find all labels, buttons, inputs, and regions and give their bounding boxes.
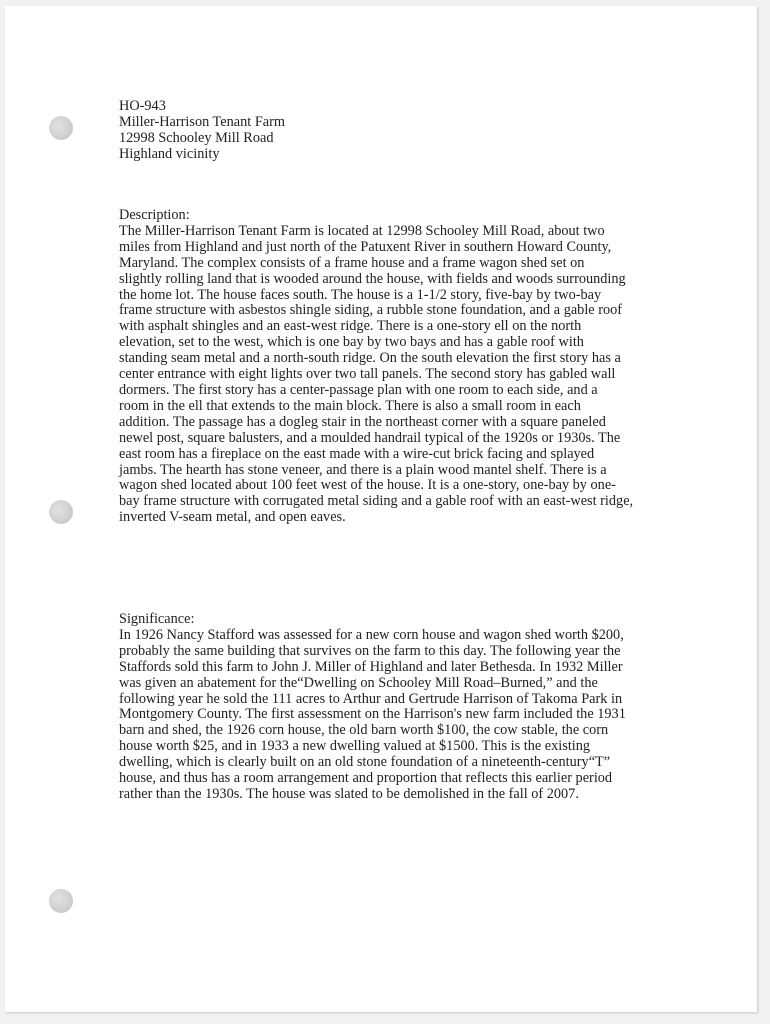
description-line: center entrance with eight lights over two tall panels. The second story has gabled wall [119,366,616,383]
binder-hole-middle [49,500,73,524]
header-block [119,99,664,163]
description-line: elevation, set to the west, which is one bay by two bays and has a gable roof with [119,334,584,351]
description-line: inverted V-seam metal, and open eaves. [119,509,346,526]
binder-hole-top [49,116,73,140]
description-line: Maryland. The complex consists of a frame house and a frame wagon shed set on [119,254,585,271]
description-line: addition. The passage has a dogleg stair in the northeast corner with a square paneled [119,413,606,430]
property-address: 12998 Schooley Mill Road [119,129,274,146]
significance-line: following year he sold the 111 acres to Arthur and Gertrude Harrison of Takoma Park in [119,690,623,707]
binder-hole-bottom [49,889,73,913]
significance-line: dwelling, which is clearly built on an old stone foundation of a nineteenth-century“T” [119,754,611,771]
description-line: dormers. The first story has a center-passage plan with one room to each side, and a [119,381,598,398]
significance-paragraph [119,628,664,803]
description-line: miles from Highland and just north of the Patuxent River in southern Howard County, [119,238,612,255]
significance-heading: Significance: [119,611,195,627]
description-line: frame structure with asbestos shingle siding, a rubble stone foundation, and a gable roof [119,302,623,319]
description-paragraph [119,224,664,526]
inventory-number: HO-943 [119,98,166,114]
significance-section [119,612,664,803]
significance-line: house worth $25, and in 1933 a new dwelling valued at $1500. This is the existing [119,738,591,755]
description-line: room in the ell that extends to the main block. There is also a small room in each [119,397,581,414]
description-line: with asphalt shingles and an east-west ridge. There is a one-story ell on the north [119,318,582,335]
significance-line: Montgomery County. The first assessment on the Harrison's new farm included the 1931 [119,706,626,723]
property-vicinity: Highland vicinity [119,145,220,162]
description-line: the home lot. The house faces south. The house is a 1-1/2 story, five-bay by two-bay [119,286,602,303]
description-section [119,208,664,526]
description-heading: Description: [119,207,190,223]
significance-line: probably the same building that survives on the farm to this day. The following year the [119,642,621,659]
description-line: slightly rolling land that is wooded around the house, with fields and woods surrounding [119,270,626,287]
description-line: standing seam metal and a north-south ridge. On the south elevation the first story has a [119,350,621,367]
description-line: east room has a fireplace on the east made with a wire-cut brick facing and splayed [119,445,595,462]
significance-line: Staffords sold this farm to John J. Miller of Highland and later Bethesda. In 1932 Miller [119,658,623,675]
significance-line: In 1926 Nancy Stafford was assessed for a new corn house and wagon shed worth $200, [119,626,624,643]
significance-line: barn and shed, the 1926 corn house, the old barn worth $100, the cow stable, the corn [119,722,609,739]
description-line: wagon shed located about 100 feet west of the house. It is a one-story, one-bay by one- [119,477,616,494]
description-line: jambs. The hearth has stone veneer, and there is a plain wood mantel shelf. There is a [119,461,607,478]
significance-line: rather than the 1930s. The house was slated to be demolished in the fall of 2007. [119,785,579,802]
description-line: newel post, square balusters, and a moulded handrail typical of the 1920s or 1930s. The [119,429,621,446]
property-name: Miller-Harrison Tenant Farm [119,113,285,130]
document-page [5,6,757,1012]
significance-line: was given an abatement for the“Dwelling on Schooley Mill Road–Burned,” and the [119,674,598,691]
description-line: The Miller-Harrison Tenant Farm is located at 12998 Schooley Mill Road, about two [119,222,605,239]
significance-line: house, and thus has a room arrangement and proportion that reflects this earlier period [119,770,613,787]
description-line: bay frame structure with corrugated metal siding and a gable roof with an east-west ridge, [119,493,634,510]
